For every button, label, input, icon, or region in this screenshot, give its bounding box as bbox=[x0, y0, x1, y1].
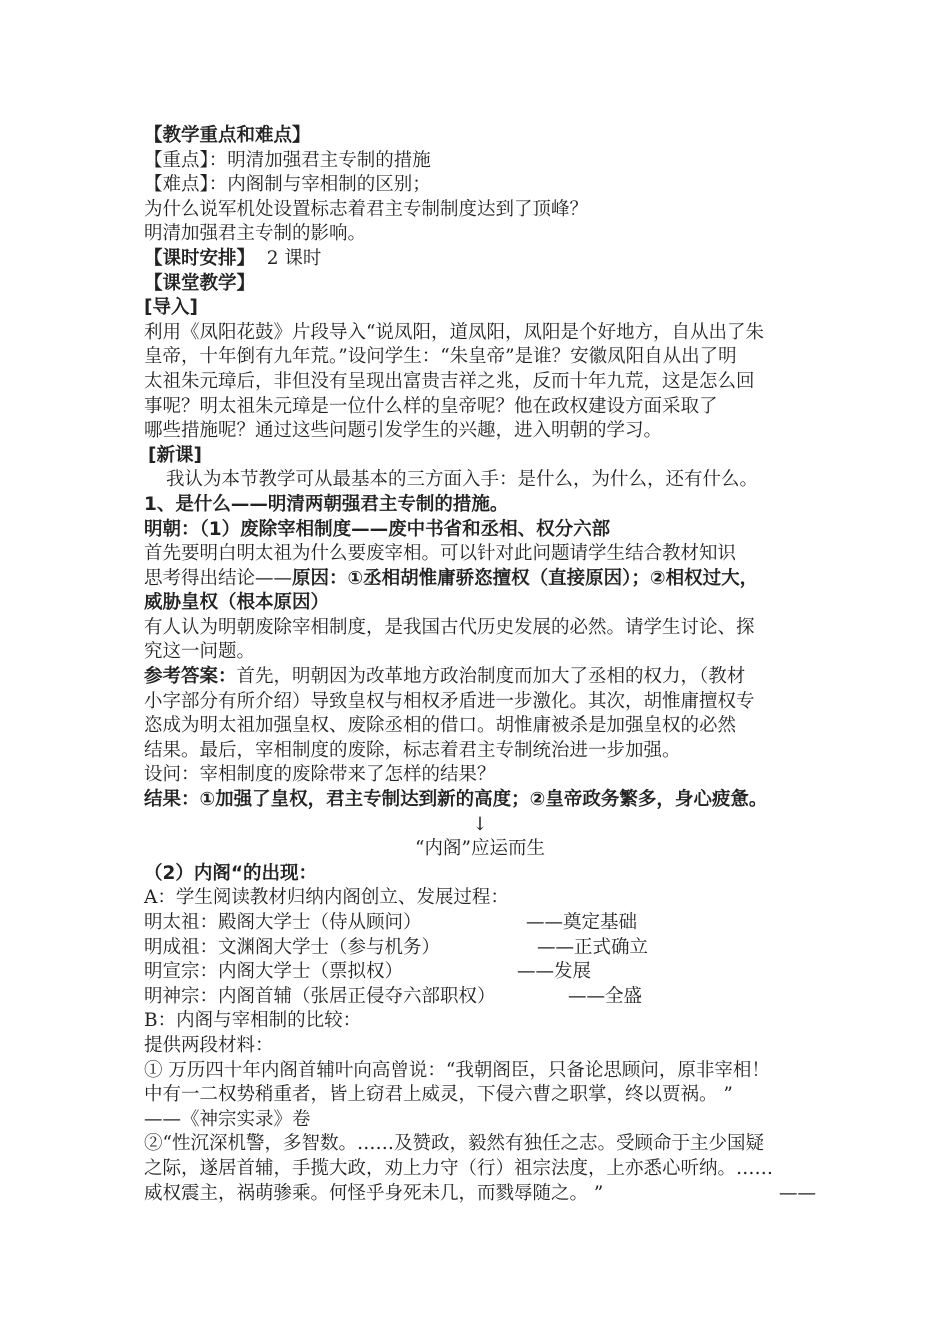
section-1-heading: 1、是什么——明清两朝强君主专制的措施。 bbox=[144, 493, 509, 515]
down-arrow-icon: ↓ bbox=[472, 813, 488, 835]
schedule-label: 【课时安排】 bbox=[144, 247, 256, 269]
reason-line: 首先要明白明太祖为什么要废宰相。可以针对此问题请学生结合教材知识 bbox=[144, 543, 737, 565]
new-lesson-intro: 我认为本节教学可从最基本的三方面入手：是什么，为什么，还有什么。 bbox=[166, 469, 759, 491]
quote-1-source: ——《神宗实录》卷 bbox=[144, 1108, 311, 1130]
discuss-line: 究这一问题。 bbox=[144, 641, 256, 663]
part-b-line: B：内阁与宰相制的比较： bbox=[144, 1010, 362, 1032]
answer-line: 结果。最后，宰相制度的废除，标志着君主专制统治进一步加强。 bbox=[144, 739, 681, 761]
reason-line: 威胁皇权（根本原因） bbox=[144, 592, 330, 614]
intro-line: 皇帝，十年倒有九年荒。”设问学生：“朱皇帝”是谁？安徽凤阳自从出了明 bbox=[144, 346, 737, 368]
difficulty-line-3: 明清加强君主专制的影响。 bbox=[144, 223, 367, 245]
answer-text: 首先，明朝因为改革地方政治制度而加大了丞相的权力，（教材 bbox=[236, 666, 746, 688]
timeline-right: ——发展 bbox=[517, 961, 592, 983]
quote-2-line: 之际，遂居首辅，手揽大政，劝上力守（行）祖宗法度，上亦悉心听纳。…… bbox=[144, 1157, 774, 1179]
subsection-2-heading: （2）内阁“的出现： bbox=[144, 862, 318, 884]
diff-label: 【难点】 bbox=[144, 174, 209, 196]
ming-heading: 明朝：（1）废除宰相制度——废中书省和丞相、权分六部 bbox=[144, 518, 611, 540]
schedule bbox=[144, 247, 816, 272]
answer-line bbox=[144, 665, 816, 690]
key-point bbox=[144, 149, 816, 174]
timeline-row bbox=[144, 960, 816, 985]
discuss-line: 有人认为明朝废除宰相制度，是我国古代历史发展的必然。请学生讨论、探 bbox=[144, 616, 755, 638]
timeline-row bbox=[144, 985, 816, 1010]
quote-1-line: 中有一二权势稍重者，皆上窃君上威灵，下侵六曹之职掌，终以贾祸。 ” bbox=[144, 1084, 733, 1106]
reason-line bbox=[144, 567, 816, 592]
document-page bbox=[144, 124, 816, 1206]
timeline-row bbox=[144, 911, 816, 936]
question-line: 设问：宰相制度的废除带来了怎样的结果？ bbox=[144, 764, 496, 786]
intro-line: 利用《凤阳花鼓》片段导入“说凤阳，道凤阳，凤阳是个好地方，自从出了朱 bbox=[144, 321, 764, 343]
difficulty-line-2: 为什么说军机处设置标志着君主专制制度达到了顶峰？ bbox=[144, 198, 589, 220]
materials-intro: 提供两段材料： bbox=[144, 1034, 274, 1056]
timeline-left: 明成祖：文渊阁大学士（参与机务） bbox=[144, 936, 441, 958]
difficulty-point bbox=[144, 173, 816, 198]
quote-2-dash: —— bbox=[779, 1182, 816, 1204]
intro-line: 哪些措施呢？通过这些问题引发学生的兴趣，进入明朝的学习。 bbox=[144, 420, 663, 442]
timeline-right: ——奠定基础 bbox=[526, 912, 638, 933]
result-line: 结果：①加强了皇权，君主专制达到新的高度；②皇帝政务繁多，身心疲惫。 bbox=[144, 789, 768, 811]
timeline-left: 明宣宗：内阁大学士（票拟权） bbox=[144, 961, 404, 983]
key-text: ：明清加强君主专制的措施 bbox=[208, 149, 431, 171]
answer-line: 恣成为明太祖加强皇权、废除丞相的借口。胡惟庸被杀是加强皇权的必然 bbox=[144, 715, 737, 737]
answer-label: 参考答案： bbox=[144, 666, 237, 688]
quote-2-line: ②“性沉深机警，多智数。……及赞政，毅然有独任之志。受顾命于主少国疑 bbox=[144, 1133, 764, 1155]
part-a-line: A：学生阅读教材归纳内阁创立、发展过程： bbox=[144, 887, 509, 909]
quote-1-line: ① 万历四十年内阁首辅叶向高曾说：“我朝阁臣，只备论思顾问，原非宰相！ bbox=[144, 1059, 770, 1081]
intro-line: 太祖朱元璋后，非但没有呈现出富贵吉祥之兆，反而十年九荒，这是怎么回 bbox=[144, 370, 755, 392]
quote-2-line bbox=[144, 1182, 816, 1207]
new-lesson-label: [新课] bbox=[148, 444, 202, 466]
timeline-left: 明太祖：殿阁大学士（侍从顾问） bbox=[144, 912, 422, 933]
cabinet-emerge-line: “内阁”应运而生 bbox=[415, 838, 545, 860]
answer-line: 小字部分有所介绍）导致皇权与相权矛盾进一步激化。其次，胡惟庸擅权专 bbox=[144, 690, 755, 712]
reason-bold: 原因：①丞相胡惟庸骄恣擅权（直接原因）；②相权过大， bbox=[292, 567, 759, 589]
diff-text: ：内阁制与宰相制的区别； bbox=[208, 174, 431, 196]
reason-plain: 思考得出结论—— bbox=[144, 567, 293, 589]
class-heading: 【课堂教学】 bbox=[144, 272, 256, 294]
intro-line: 事呢？明太祖朱元璋是一位什么样的皇帝呢？他在政权建设方面采取了 bbox=[144, 395, 718, 417]
quote-2-last: 威权震主，祸萌骖乘。何怪乎身死未几，而戮辱随之。 ” bbox=[144, 1182, 604, 1204]
timeline-row bbox=[144, 936, 816, 961]
timeline-right: ——正式确立 bbox=[537, 936, 649, 958]
timeline-left: 明神宗：内阁首辅（张居正侵夺六部职权） bbox=[144, 985, 496, 1007]
intro-label: [导入] bbox=[144, 297, 198, 319]
key-label: 【重点】 bbox=[144, 149, 209, 171]
schedule-value: 2 课时 bbox=[266, 247, 322, 269]
timeline-right: ——全盛 bbox=[568, 985, 643, 1007]
heading-focus: 【教学重点和难点】 bbox=[144, 125, 311, 146]
